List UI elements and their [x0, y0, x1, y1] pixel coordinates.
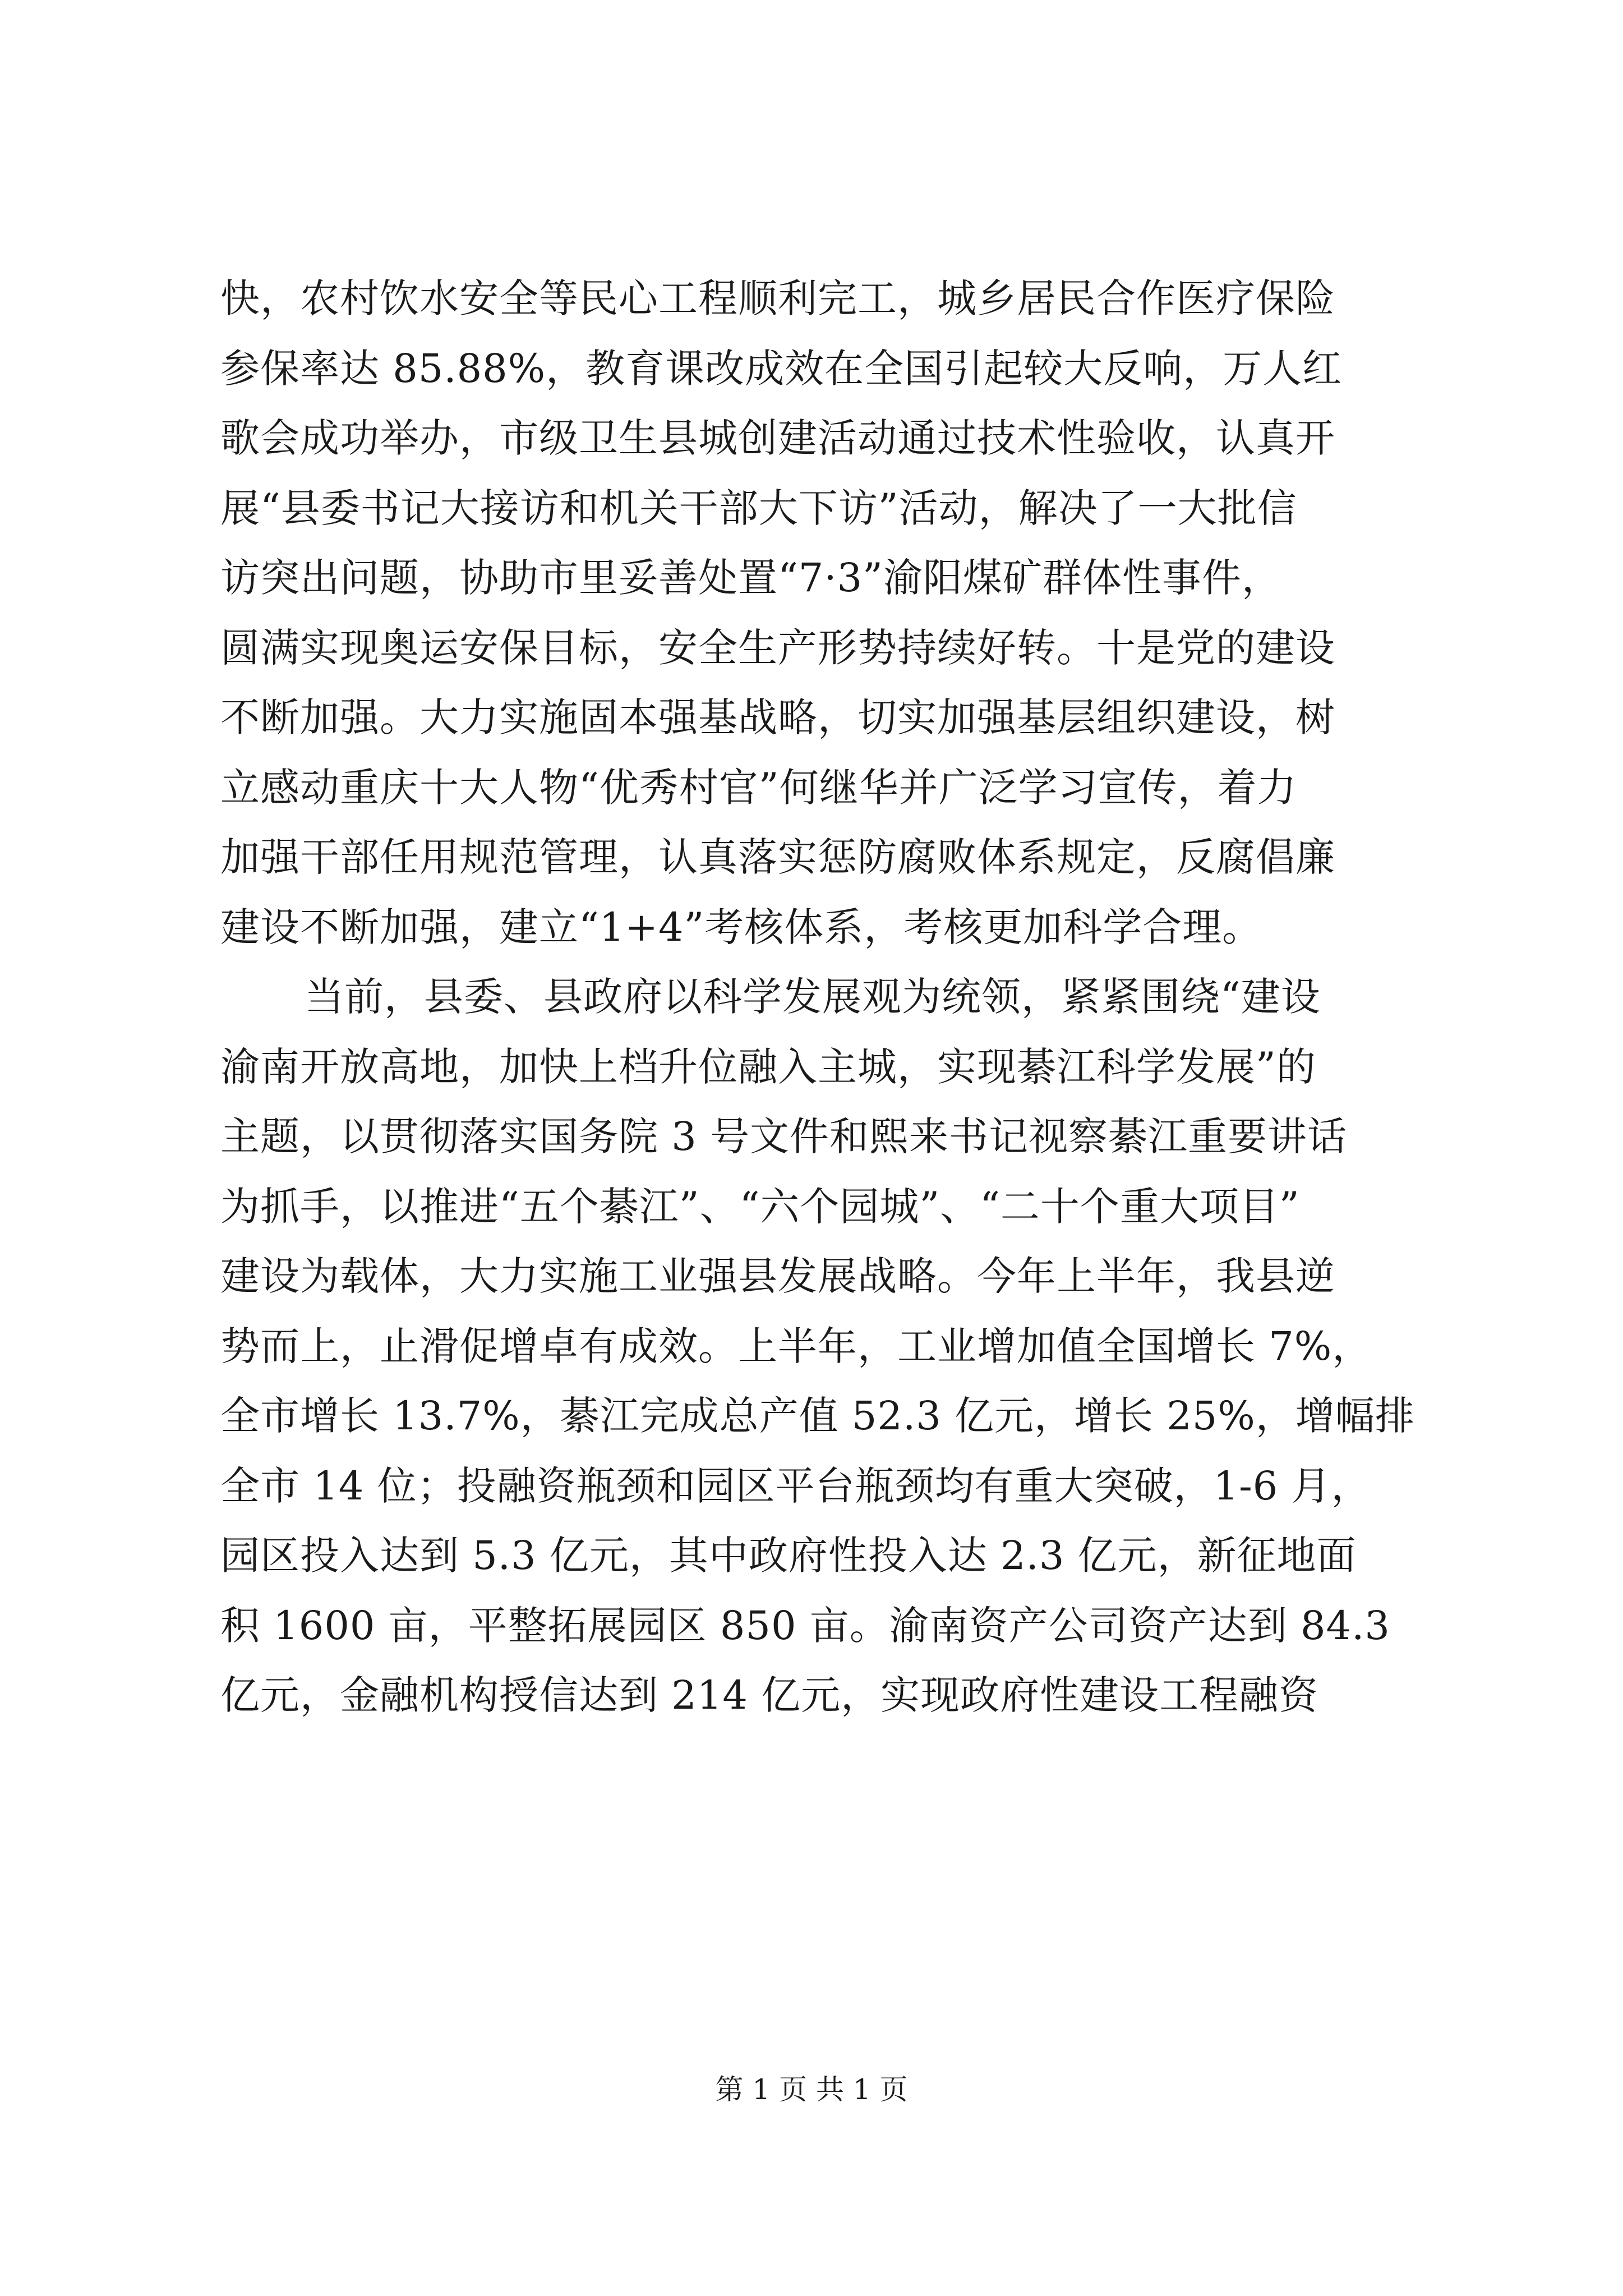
text-line: 为抓手，以推进“五个綦江”、“六个园城”、“二十个重大项目” [220, 1183, 1300, 1230]
text-line-content: 当前，县委、县政府以科学发展观为统领，紧紧围绕“建设 [305, 974, 1321, 1020]
text-line: 加强干部任用规范管理，认真落实惩防腐败体系规定，反腐倡廉 [220, 834, 1335, 880]
text-line: 建设为载体，大力实施工业强县发展战略。今年上半年，我县逆 [220, 1253, 1335, 1299]
text-line: 圆满实现奥运安保目标，安全生产形势持续好转。十是党的建设 [220, 624, 1335, 671]
text-line: 建设不断加强，建立“1+4”考核体系，考核更加科学合理。 [220, 904, 1262, 950]
text-line: 势而上，止滑促增卓有成效。上半年，工业增加值全国增长 7%， [220, 1323, 1372, 1369]
document-body [220, 264, 1415, 1731]
text-line: 积 1600 亩，平整拓展园区 850 亩。渝南资产公司资产达到 84.3 [220, 1602, 1390, 1649]
text-line: 亿元，金融机构授信达到 214 亿元，实现政府性建设工程融资 [220, 1672, 1319, 1718]
text-line: 快，农村饮水安全等民心工程顺利完工，城乡居民合作医疗保险 [220, 275, 1335, 321]
text-line-indented [220, 962, 1409, 1032]
text-line: 展“县委书记大接访和机关干部大下访”活动，解决了一大批信 [220, 485, 1297, 531]
paragraph-2 [220, 962, 1415, 1731]
text-line: 参保率达 85.88%，教育课改成效在全国引起较大反响，万人红 [220, 345, 1343, 392]
text-line: 渝南开放高地，加快上档升位融入主城，实现綦江科学发展”的 [220, 1043, 1316, 1090]
paragraph-1 [220, 264, 1409, 962]
text-line: 不断加强。大力实施固本强基战略，切实加强基层组织建设，树 [220, 694, 1335, 740]
text-line: 主题，以贯彻落实国务院 3 号文件和熙来书记视察綦江重要讲话 [220, 1114, 1348, 1159]
text-line: 园区投入达到 5.3 亿元，其中政府性投入达 2.3 亿元，新征地面 [220, 1533, 1357, 1579]
text-line: 访突出问题，协助市里妥善处置“7·3”渝阳煤矿群体性事件， [220, 555, 1281, 601]
text-line: 歌会成功举办，市级卫生县城创建活动通过技术性验收，认真开 [220, 415, 1335, 461]
text-line: 立感动重庆十大人物“优秀村官”何继华并广泛学习宣传，着力 [220, 764, 1297, 811]
text-line: 全市增长 13.7%，綦江完成总产值 52.3 亿元，增长 25%，增幅排 [220, 1393, 1415, 1439]
text-line: 全市 14 位；投融资瓶颈和园区平台瓶颈均有重大突破，1-6 月， [220, 1462, 1371, 1509]
page-number-footer: 第 1 页 共 1 页 [715, 2073, 908, 2106]
